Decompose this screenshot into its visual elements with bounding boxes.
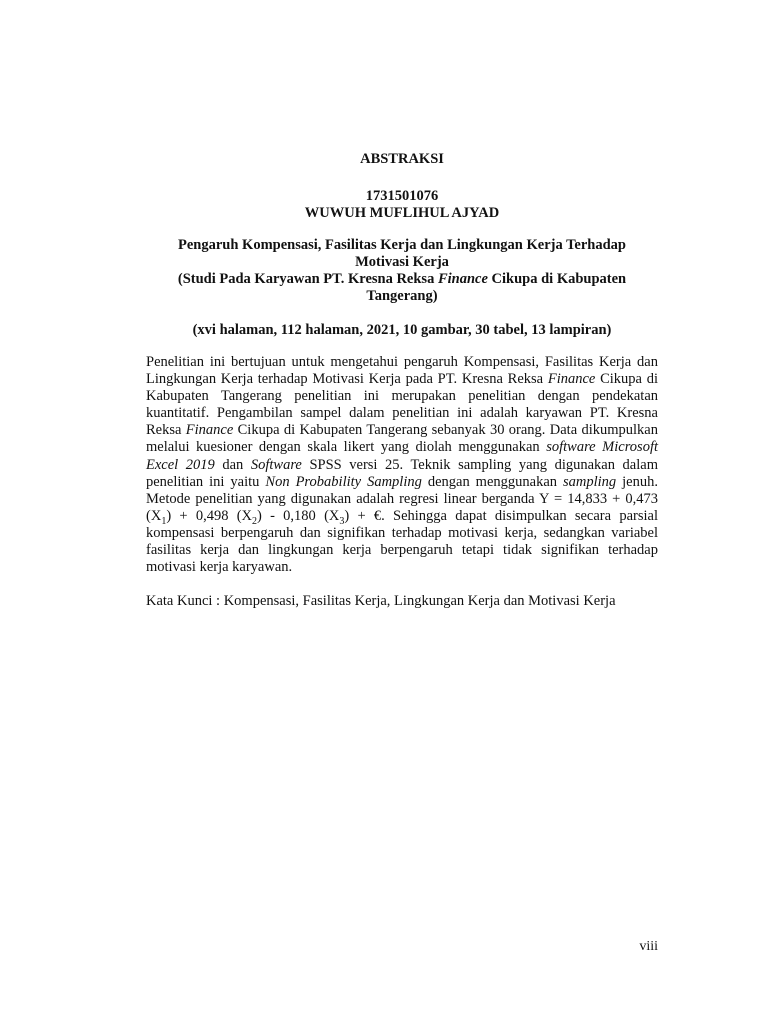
study-line-end: Cikupa di Kabupaten bbox=[487, 271, 627, 287]
abstract-text: ) - 0,180 (X bbox=[257, 507, 340, 524]
abstract-text: Cikupa di Kabupaten Tangerang penelitian ini merupakan penelitian dengan pendekatan kuantitatif. Pengambilan sampel dalam penelitian ini adalah karyawan PT. Kresna Reksa bbox=[146, 371, 658, 439]
thesis-title bbox=[146, 237, 658, 305]
abstract-italic: Software bbox=[250, 456, 302, 473]
abstract-text: ) + €. Sehingga dapat disimpulkan secara parsial kompensasi berpengaruh dan signifikan terhadap motivasi kerja, sedangkan variabel fasilitas kerja dan lingkungan kerja berpengaruh tetapi tidak signifikan terhadap motivasi kerja karyawan. bbox=[146, 507, 658, 576]
abstract-text: SPSS versi 25. Teknik sampling yang digunakan dalam penelitian ini yaitu bbox=[146, 456, 658, 490]
student-id: 1731501076 bbox=[365, 188, 439, 204]
abstract-heading: ABSTRAKSI bbox=[360, 151, 444, 167]
subscript: 2 bbox=[252, 515, 258, 527]
subscript: 3 bbox=[339, 515, 345, 527]
abstract-text: dan bbox=[214, 456, 251, 473]
study-subtitle bbox=[146, 271, 658, 288]
abstract-italic: Finance bbox=[185, 422, 234, 439]
title-line-1: Pengaruh Kompensasi, Fasilitas Kerja dan Lingkungan Kerja Terhadap bbox=[178, 237, 626, 253]
study-italic: Finance bbox=[437, 271, 488, 287]
study-subtitle-line-2: Tangerang) bbox=[366, 288, 438, 304]
keywords: Kata Kunci : Kompensasi, Fasilitas Kerja, Lingkungan Kerja dan Motivasi Kerja bbox=[146, 593, 616, 609]
abstract-text: Penelitian ini bertujuan untuk mengetahui pengaruh Kompensasi, Fasilitas Kerja dan Lingkungan Kerja terhadap Motivasi Kerja pada PT. Kresna Reksa bbox=[146, 354, 658, 388]
abstract-body bbox=[146, 354, 658, 576]
thesis-meta: (xvi halaman, 112 halaman, 2021, 10 gambar, 30 tabel, 13 lampiran) bbox=[192, 322, 612, 338]
subscript: 1 bbox=[161, 515, 167, 527]
abstract-italic: sampling bbox=[563, 473, 617, 490]
abstract-italic: Non Probability Sampling bbox=[265, 473, 422, 490]
page-number: viii bbox=[639, 939, 658, 954]
abstract-text: dengan menggunakan bbox=[421, 473, 563, 490]
abstract-text: ) + 0,498 (X bbox=[166, 507, 253, 524]
abstract-text: Cikupa di Kabupaten Tangerang sebanyak 30 orang. Data dikumpulkan melalui kuesioner dengan skala likert yang diolah menggunakan bbox=[146, 422, 658, 456]
study-prefix: (Studi Pada Karyawan PT. Kresna Reksa bbox=[177, 271, 438, 287]
abstract-text: jenuh. Metode penelitian yang digunakan adalah regresi linear berganda Y = 14,833 + 0,473 (X bbox=[146, 473, 658, 524]
abstract-italic: software Microsoft Excel 2019 bbox=[146, 439, 659, 473]
title-line-2: Motivasi Kerja bbox=[355, 254, 449, 270]
abstract-italic: Finance bbox=[547, 371, 596, 388]
author-name: WUWUH MUFLIHUL AJYAD bbox=[304, 205, 500, 221]
